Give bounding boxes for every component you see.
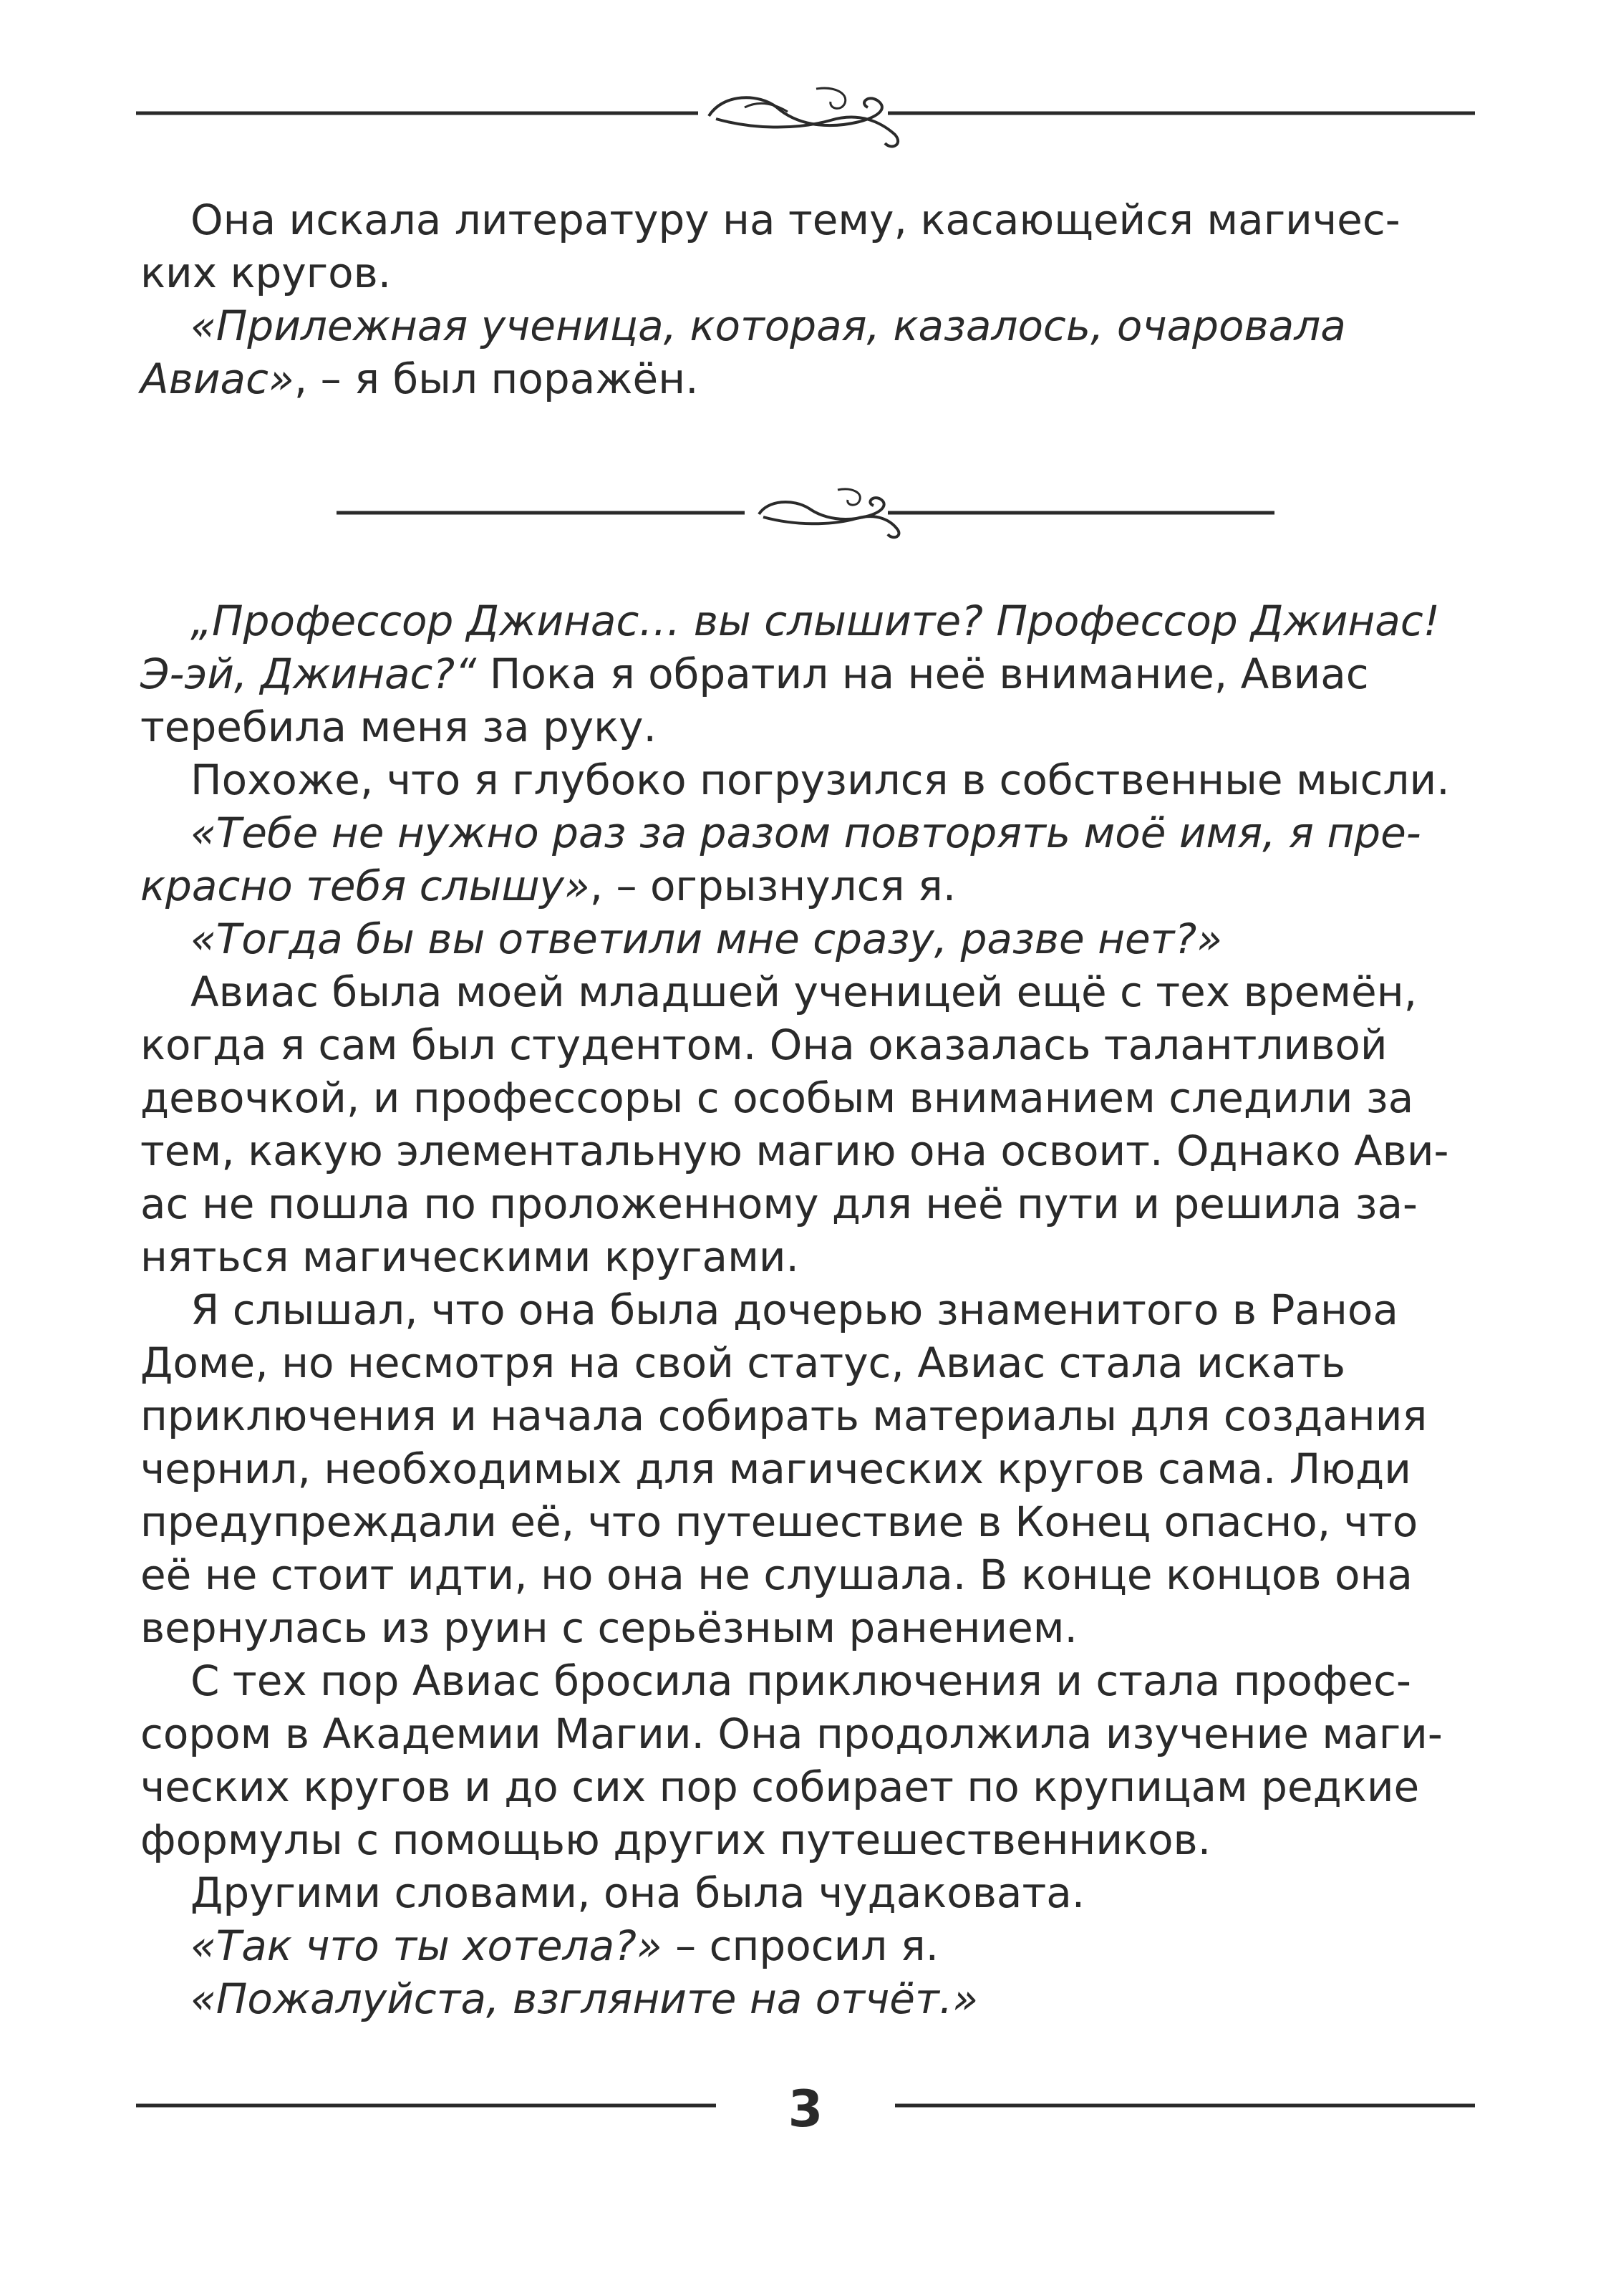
text-line: С тех пор Авиас бросила приключения и стала профес-	[190, 1656, 1411, 1705]
paragraph-3	[140, 594, 1471, 753]
header-ornament	[0, 79, 1611, 158]
quote-text: красно тебя слышу»	[140, 862, 590, 910]
text-line: формулы с помощью других путешественников.	[140, 1815, 1211, 1864]
text-line: предупреждали её, что путешествие в Конец опасно, что	[140, 1497, 1418, 1546]
paragraph-8	[140, 1283, 1471, 1654]
text-line: ас не пошла по проложенному для неё пути и решила за-	[140, 1180, 1418, 1228]
text-line: Доме, но несмотря на свой статус, Авиас стала искать	[140, 1338, 1346, 1387]
quote-line: «Тогда бы вы ответили мне сразу, разве нет?»	[190, 915, 1223, 963]
narration-text: , – огрызнулся я.	[589, 862, 957, 910]
text-line: Похоже, что я глубоко погрузился в собственные мысли.	[190, 756, 1450, 804]
text-line: ческих кругов и до сих пор собирает по крупицам редкие	[140, 1762, 1420, 1811]
text-line: чернил, необходимых для магических кругов сама. Люди	[140, 1444, 1411, 1493]
paragraph-5	[140, 806, 1471, 912]
narration-text: Пока я обратил на неё внимание, Авиас	[476, 650, 1369, 698]
page-number: 3	[788, 2080, 823, 2138]
text-line: сором в Академии Магии. Она продолжила изучение маги-	[140, 1709, 1443, 1758]
quote-line: «Прилежная ученица, которая, казалось, очаровала	[190, 302, 1346, 350]
text-line: тем, какую элементальную магию она освоит. Однако Ави-	[140, 1127, 1449, 1175]
narration-text: , – я был поражён.	[294, 354, 699, 403]
narration-text: – спросил я.	[662, 1921, 939, 1970]
quote-line: „Профессор Джинас… вы слышите? Профессор Джинас!	[190, 597, 1440, 645]
paragraph-1	[140, 193, 1471, 299]
paragraph-2	[140, 299, 1471, 405]
paragraph-6	[140, 912, 1471, 965]
text-line: теребила меня за руку.	[140, 703, 657, 751]
quote-text: Э-эй, Джинас?“	[140, 650, 477, 698]
quote-line: «Тебе не нужно раз за разом повторять моё имя, я пре-	[190, 809, 1421, 857]
paragraph-11	[140, 1919, 1471, 1972]
paragraph-4	[140, 753, 1471, 806]
text-line: Авиас была моей младшей ученицей ещё с тех времён,	[190, 968, 1418, 1016]
text-line: няться магическими кругами.	[140, 1233, 799, 1281]
paragraph-7	[140, 965, 1471, 1283]
paragraph-12	[140, 1972, 1471, 2025]
text-line: её не стоит идти, но она не слушала. В конце концов она	[140, 1550, 1413, 1599]
text-line: девочкой, и профессоры с особым вниманием следили за	[140, 1074, 1414, 1122]
text-line: Она искала литературу на тему, касающейся магичес-	[190, 196, 1400, 244]
text-line: вернулась из руин с серьёзным ранением.	[140, 1603, 1078, 1652]
paragraph-9	[140, 1654, 1471, 1866]
text-line: приключения и начала собирать материалы для создания	[140, 1391, 1428, 1440]
quote-text: Авиас»	[140, 354, 294, 403]
text-line: когда я сам был студентом. Она оказалась талантливой	[140, 1021, 1388, 1069]
quote-text: «Так что ты хотела?»	[190, 1921, 662, 1970]
quote-line: «Пожалуйста, взгляните на отчёт.»	[190, 1974, 978, 2023]
text-line: Я слышал, что она была дочерью знаменитого в Раноа	[190, 1286, 1398, 1334]
text-line: Другими словами, она была чудаковата.	[190, 1868, 1085, 1917]
paragraph-10	[140, 1866, 1471, 1919]
section-break-ornament	[0, 478, 1611, 543]
text-line: ких кругов.	[140, 249, 392, 297]
